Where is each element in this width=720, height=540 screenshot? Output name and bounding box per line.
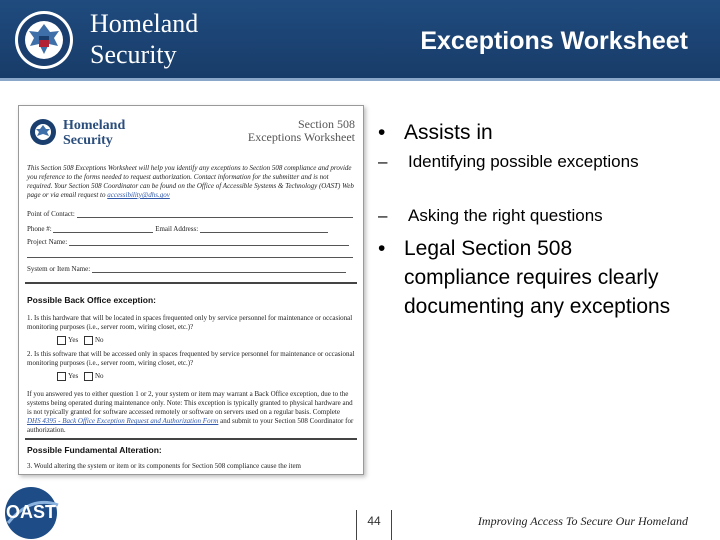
note-form-link: DHS 4395 - Back Office Exception Request and Authorization Form xyxy=(27,417,219,425)
header-divider xyxy=(0,78,720,81)
question-1: 1. Is this hardware that will be located in spaces frequented only by service personnel for maintenance or occasional monitoring purposes (i.e., server room, wiring closet, etc.)? xyxy=(27,314,353,331)
sub-bullet-text: Identifying possible exceptions xyxy=(408,152,639,171)
dhs-seal-small-icon xyxy=(29,118,57,146)
bullet-dot-icon: • xyxy=(378,237,386,260)
checkbox-icon xyxy=(84,372,93,381)
checkbox-icon xyxy=(84,336,93,345)
oast-logo-text: OAST xyxy=(5,502,57,522)
footer-tagline: Improving Access To Secure Our Homeland xyxy=(477,514,688,528)
bullet-dot-icon: • xyxy=(378,121,386,144)
worksheet-preview xyxy=(18,105,364,475)
bullet-text: Legal Section 508 compliance requires clearly documenting any exceptions xyxy=(404,237,671,318)
field-label: Email Address: xyxy=(155,225,199,233)
question-2-options xyxy=(57,372,104,381)
agency-line-1: Homeland xyxy=(90,9,199,38)
sub-bullet-item xyxy=(378,150,678,198)
dash-icon: – xyxy=(378,152,388,171)
question-2: 2. Is this software that will be accessed only in spaces frequented by service personnel for maintenance or occasional monitoring purposes (i.e., server room, wiring closet, etc.)? xyxy=(27,350,355,367)
checkbox-icon xyxy=(57,372,66,381)
option-no: No xyxy=(94,372,104,381)
sub-bullet-item xyxy=(378,204,678,228)
worksheet-divider xyxy=(25,282,357,284)
option-no: No xyxy=(94,336,104,345)
worksheet-intro-text: This Section 508 Exceptions Worksheet will help you identify any exceptions to Section 508 compliance and provide you reference to the forms needed to request authorization. Contact information for the submitter and is not required. Your Section 508 Coordinator can be found on the Office of Accessible Systems & Technology (OAST) Web page or via email request to xyxy=(27,164,354,199)
option-yes: Yes xyxy=(68,336,79,345)
question-1-options xyxy=(57,336,104,345)
slide-title: Exceptions Worksheet xyxy=(420,27,688,55)
fundamental-heading: Possible Fundamental Alteration: xyxy=(27,445,162,455)
worksheet-title-line-2: Exceptions Worksheet xyxy=(247,130,355,144)
slide-header xyxy=(0,0,720,78)
field-label: Point of Contact: xyxy=(27,210,75,218)
field-system xyxy=(27,264,346,274)
worksheet-divider xyxy=(25,438,357,440)
field-project xyxy=(27,237,349,247)
checkbox-icon xyxy=(57,336,66,345)
oast-logo-icon xyxy=(0,485,66,540)
field-label: System or Item Name: xyxy=(27,265,91,273)
sub-bullet-text: Asking the right questions xyxy=(408,206,603,225)
question-3: 3. Would altering the system or item or its components for Section 508 compliance cause the item xyxy=(27,462,301,470)
page-number: 44 xyxy=(356,510,392,540)
back-office-note xyxy=(27,390,355,435)
dash-icon: – xyxy=(378,206,388,225)
bullet-item xyxy=(378,234,698,354)
field-phone-email xyxy=(27,224,328,234)
bullet-text: Assists in xyxy=(404,121,493,144)
field-blank xyxy=(27,249,357,259)
field-label: Phone #: xyxy=(27,225,52,233)
bullet-item xyxy=(378,118,698,148)
option-yes: Yes xyxy=(68,372,79,381)
field-point-of-contact xyxy=(27,209,353,219)
back-office-heading: Possible Back Office exception: xyxy=(27,295,156,305)
worksheet-agency-line-2: Security xyxy=(63,133,113,148)
worksheet-intro xyxy=(27,164,355,200)
worksheet-title-line-1: Section 508 xyxy=(298,117,355,131)
agency-line-2: Security xyxy=(90,40,177,69)
worksheet-agency xyxy=(63,118,125,148)
worksheet-agency-line-1: Homeland xyxy=(63,118,126,133)
note-end: and submit to your Section 508 Coordinator for authorization. xyxy=(27,417,354,434)
dhs-seal-icon xyxy=(14,10,74,70)
worksheet-intro-email: accessibility@dhs.gov xyxy=(107,191,170,199)
agency-name xyxy=(90,8,198,70)
worksheet-title xyxy=(248,118,355,144)
note-text: If you answered yes to either question 1 or 2, your system or item may warrant a Back Office exception, due to the systems being operated during maintenance only. Note: This exception is typically granted to physical hardware and is not typically granted for software accessed remotely or software on servers used on a regular basis. Complete xyxy=(27,390,353,416)
field-label: Project Name: xyxy=(27,238,68,246)
